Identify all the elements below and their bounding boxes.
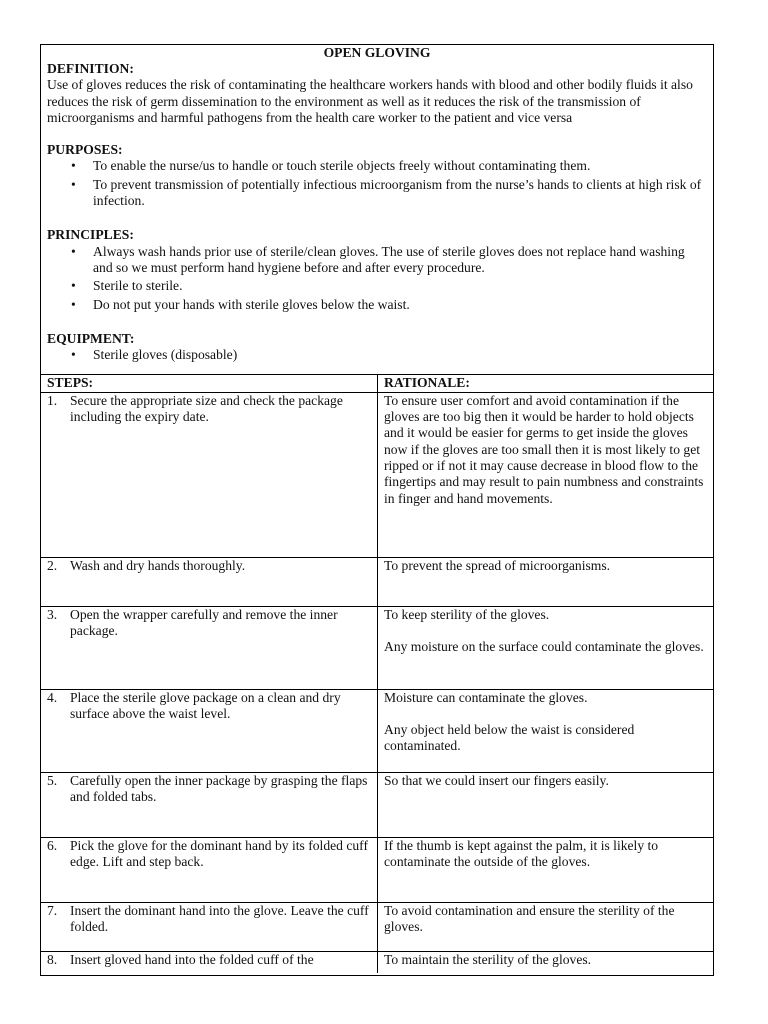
- steps-header: STEPS:: [41, 375, 378, 391]
- step-cell: [41, 903, 378, 951]
- purposes-heading: PURPOSES:: [47, 142, 123, 158]
- step-cell: [41, 690, 378, 772]
- principles-list: [47, 244, 707, 313]
- rationale-header: RATIONALE:: [384, 375, 470, 391]
- rationale-cell: [378, 773, 713, 837]
- rationale-cell: [378, 952, 713, 973]
- table-row: [41, 607, 713, 690]
- principle-item: • Always wash hands prior use of sterile/clean gloves. The use of sterile gloves does not replace hand washing and so we must perform hand hygiene before and after every procedure.: [93, 244, 707, 277]
- rationale-text-2: Any moisture on the surface could contaminate the gloves.: [384, 639, 704, 655]
- rationale-text: To ensure user comfort and avoid contamination if the gloves are too big then it would be harder to hold objects and it would be easier for germs to get inside the gloves now if the gloves are too small then it is most likely to get ripped or if not it may cause decrease in blood flow to the fingertips and may result to pain numbness and constraints in finger and hand movements.: [384, 392, 704, 506]
- step-number: 7.: [47, 902, 58, 918]
- rationale-cell: [378, 903, 713, 951]
- header-section: [41, 45, 713, 375]
- equipment-item: • Sterile gloves (disposable): [93, 347, 707, 363]
- rationale-text: To maintain the sterility of the gloves.: [384, 951, 592, 967]
- step-cell: [41, 607, 378, 689]
- step-text: Wash and dry hands thoroughly.: [70, 557, 246, 573]
- principles-heading: PRINCIPLES:: [47, 227, 134, 243]
- purpose-item: • To enable the nurse/us to handle or touch sterile objects freely without contaminating them.: [93, 158, 707, 174]
- rationale-text: So that we could insert our fingers easily.: [384, 772, 609, 788]
- step-text: Open the wrapper carefully and remove the inner package.: [70, 606, 338, 639]
- table-header-row: [41, 375, 713, 392]
- rationale-text: To avoid contamination and ensure the sterility of the gloves.: [384, 902, 675, 935]
- step-cell: [41, 838, 378, 902]
- rationale-cell: [378, 690, 713, 772]
- page-title: OPEN GLOVING: [323, 45, 431, 60]
- steps-table-body: [41, 393, 713, 973]
- step-cell: [41, 393, 378, 557]
- step-number: 2.: [47, 557, 58, 573]
- step-number: 4.: [47, 689, 58, 705]
- step-cell: [41, 773, 378, 837]
- rationale-cell: [378, 558, 713, 606]
- equipment-heading: EQUIPMENT:: [47, 330, 135, 346]
- step-text: Insert the dominant hand into the glove. Leave the cuff folded.: [70, 902, 369, 935]
- table-row: [41, 393, 713, 558]
- principle-item: • Do not put your hands with sterile gloves below the waist.: [93, 297, 707, 313]
- step-number: 8.: [47, 951, 58, 967]
- rationale-text: If the thumb is kept against the palm, it is likely to contaminate the outside of the gloves.: [384, 837, 659, 870]
- step-number: 6.: [47, 837, 58, 853]
- table-row: [41, 838, 713, 903]
- rationale-cell: [378, 607, 713, 689]
- table-row: [41, 558, 713, 607]
- step-number: 3.: [47, 606, 58, 622]
- table-row: [41, 690, 713, 773]
- step-number: 1.: [47, 392, 58, 408]
- document-page: [40, 44, 714, 976]
- equipment-list: [47, 347, 707, 363]
- principle-item: • Sterile to sterile.: [93, 278, 707, 294]
- definition-text: Use of gloves reduces the risk of contaminating the healthcare workers hands with blood and other bodily fluids it also reduces the risk of germ dissemination to the environment as well as it reduces the risk of the transmission of microorganisms and harmful pathogens from the health care worker to the patient and vice versa: [47, 77, 693, 125]
- step-number: 5.: [47, 772, 58, 788]
- step-text: Insert gloved hand into the folded cuff of the: [70, 951, 314, 967]
- purposes-list: [47, 158, 707, 209]
- purpose-item: • To prevent transmission of potentially infectious microorganism from the nurse’s hands to clients at high risk of infection.: [93, 177, 707, 210]
- rationale-text-2: Any object held below the waist is considered contaminated.: [384, 722, 635, 754]
- table-row: [41, 903, 713, 952]
- rationale-text: To keep sterility of the gloves.: [384, 606, 550, 622]
- step-text: Carefully open the inner package by grasping the flaps and folded tabs.: [70, 772, 368, 805]
- step-text: Place the sterile glove package on a clean and dry surface above the waist level.: [70, 689, 341, 722]
- table-row: [41, 773, 713, 838]
- step-cell: [41, 558, 378, 606]
- rationale-cell: [378, 393, 713, 557]
- step-text: Secure the appropriate size and check the package including the expiry date.: [70, 392, 343, 425]
- step-cell: [41, 952, 378, 973]
- rationale-text: To prevent the spread of microorganisms.: [384, 557, 611, 573]
- rationale-text: Moisture can contaminate the gloves.: [384, 689, 588, 705]
- table-row: [41, 952, 713, 973]
- step-text: Pick the glove for the dominant hand by its folded cuff edge. Lift and step back.: [70, 837, 368, 870]
- definition-heading: DEFINITION:: [47, 61, 134, 76]
- rationale-cell: [378, 838, 713, 902]
